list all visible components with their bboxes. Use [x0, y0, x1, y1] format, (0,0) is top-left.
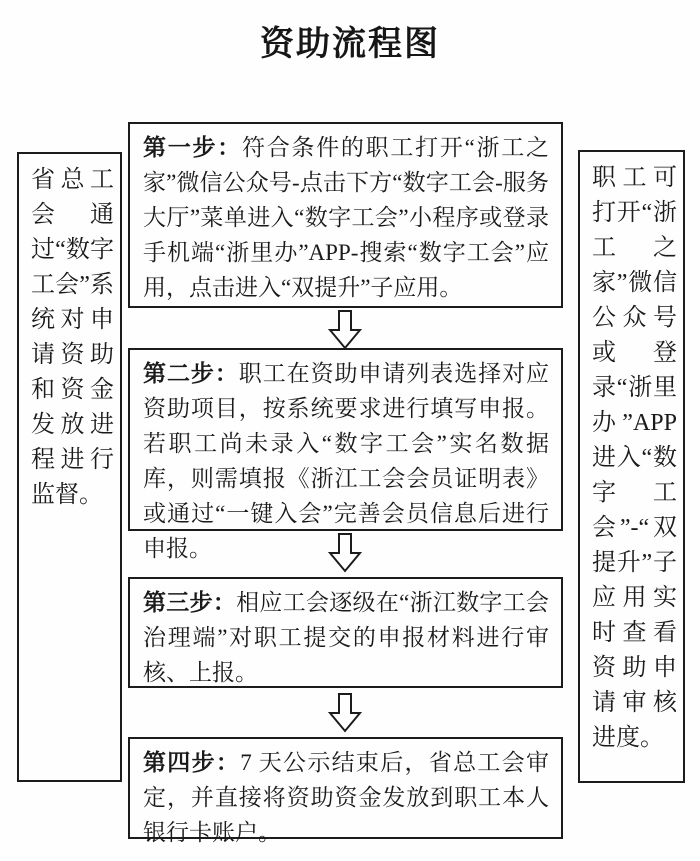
step-4-text: 7 天公示结束后，省总工会审定，并直接将资助资金发放到职工本人银行卡账户。 — [143, 750, 549, 845]
right-note-box — [578, 150, 685, 783]
step-4-box — [128, 737, 563, 845]
step-1-box — [128, 122, 563, 308]
step-3-box — [128, 577, 563, 688]
step-2-label: 第二步： — [143, 361, 239, 386]
left-note-text: 省总工会通过“数字工会”系统对申请资助和资金发放进程进行监督。 — [31, 167, 114, 508]
step-2-box — [128, 348, 563, 561]
right-note-text: 职工可打开“浙工之家”微信公众号或登录“浙里办”APP 进入“数字工会”-“双提升”子应用实时查看资助申请审核进度。 — [592, 165, 677, 751]
step-1-label: 第一步： — [143, 135, 242, 160]
down-arrow-icon — [328, 693, 362, 733]
step-1-text: 符合条件的职工打开“浙工之家”微信公众号-点击下方“数字工会-服务大厅”菜单进入“数字工会”小程序或登录手机端“浙里办”APP-搜索“数字工会”应用，点击进入“双提升”子应用。 — [143, 135, 549, 300]
step-3-label: 第三步： — [143, 590, 237, 615]
step-2-text: 职工在资助申请列表选择对应资助项目，按系统要求进行填写申报。若职工尚未录入“数字工会”实名数据库，则需填报《浙江工会会员证明表》或通过“一键入会”完善会员信息后进行申报。 — [143, 361, 549, 561]
flowchart-title: 资助流程图 — [260, 26, 440, 63]
step-3-text: 相应工会逐级在“浙江数字工会治理端”对职工提交的申报材料进行审核、上报。 — [143, 590, 549, 685]
left-note-box — [17, 152, 122, 782]
down-arrow-icon — [328, 533, 362, 573]
step-4-label: 第四步： — [143, 750, 241, 775]
down-arrow-icon — [328, 310, 362, 350]
